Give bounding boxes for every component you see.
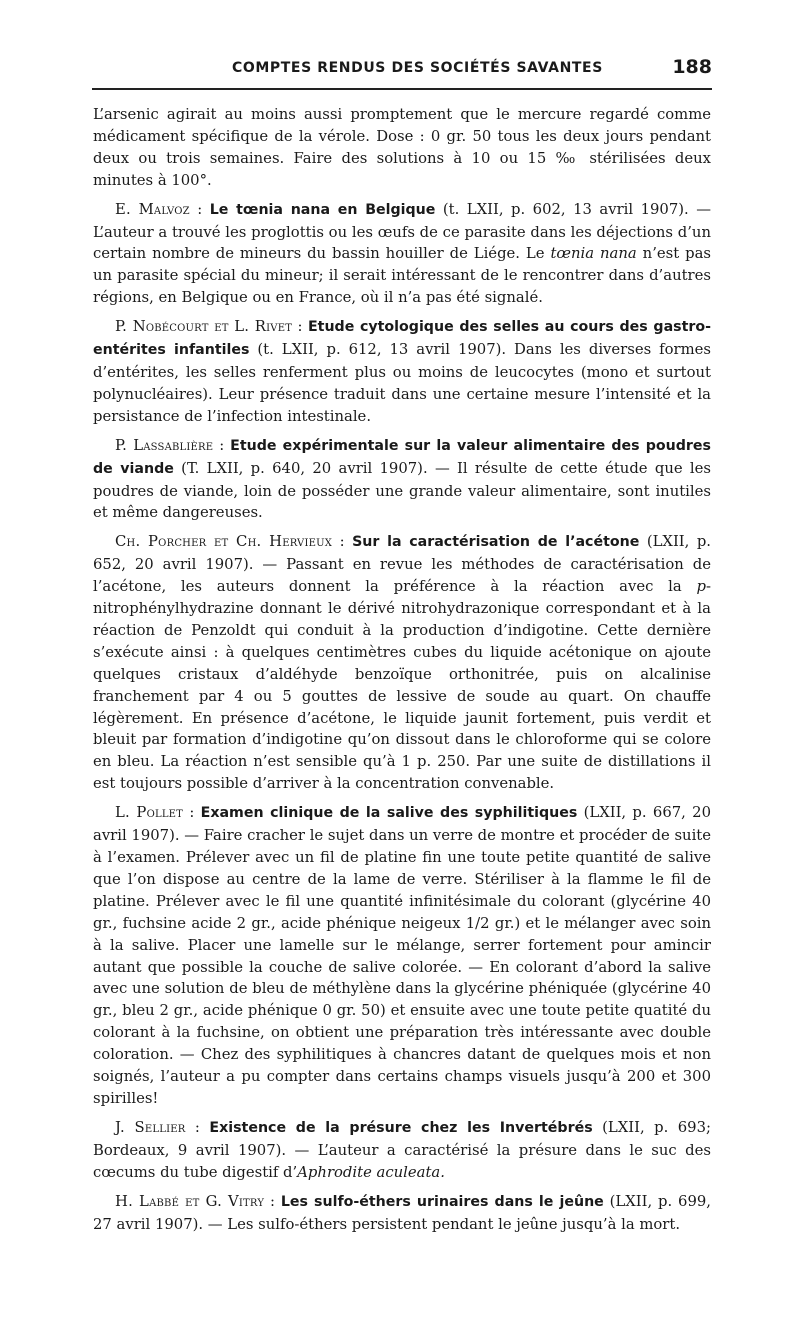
entry-authors: J. Sellier — [115, 1118, 186, 1136]
paragraph-arsenic — [93, 104, 711, 192]
entry-separator: : — [332, 533, 353, 551]
entry-authors: E. Malvoz — [115, 200, 190, 218]
entry-text: (LXII, p. 652, 20 avril 1907). — Passant en revue les méthodes de caractérisation de l’acétone, les auteurs donnent la préférence à la réaction avec la — [93, 533, 711, 596]
entry-italic: tœnia nana — [550, 245, 637, 263]
entry-italic: p — [696, 578, 706, 596]
entry-title: Le tœnia nana en Belgique — [209, 201, 436, 218]
entry-separator: : — [213, 436, 231, 454]
header-rule — [92, 88, 712, 90]
entry-authors: H. Labbé et G. Vitry — [115, 1192, 265, 1210]
entry-text: (LXII, p. 693; Bordeaux, 9 avril 1907). — L’auteur a caractérisé la présure dans le suc des cœcums du tube digestif d’ — [93, 1118, 711, 1181]
running-header — [92, 58, 712, 82]
entry-title: Existence de la présure chez les Invertébrés — [209, 1119, 593, 1136]
entry-authors: P. Lassablière — [115, 436, 214, 454]
entry-labbe-vitry — [93, 1191, 711, 1236]
entry-lassabliere — [93, 435, 711, 525]
entry-text: (T. LXII, p. 640, 20 avril 1907). — Il résulte de cette étude que les poudres de viande, loin de posséder une grande valeur alimentaire, sont inutiles et même dangereuses. — [93, 459, 711, 522]
entry-text: (t. LXII, p. 612, 13 avril 1907). Dans les diverses formes d’entérites, les selles renferment plus ou moins de leucocytes (mono et surtout polynucléaires). Leur présence traduit dans une certaine mesure l’intensité et la persistance de l’infection intestinale. — [93, 341, 711, 425]
entry-text-continued: n’est pas un parasite spécial du mineur; il serait intéressant de le rencontrer dans d’autres régions, en Belgique ou en France, où il n’a pas été signalé. — [93, 245, 711, 307]
entry-separator: : — [189, 200, 210, 218]
entry-authors: Ch. Porcher et Ch. Hervieux — [115, 533, 333, 551]
article-body — [93, 104, 711, 1242]
running-title: COMPTES RENDUS DES SOCIÉTÉS SAVANTES — [232, 60, 603, 76]
entry-authors: L. Pollet — [115, 804, 184, 822]
entry-authors: P. Nobécourt et L. Rivet — [115, 318, 293, 336]
entry-text-continued: -nitrophénylhydrazine donnant le dérivé nitrohydrazonique correspondant et à la réaction de Penzoldt qui conduit à la production d’indigotine. Cette dernière s’exécute ainsi : à quelques centimètres cubes du liquide acétonique on ajoute quelques cristaux d’aldéhyde benzoïque orthonitrée, puis on alcalinise franchement par 4 ou 5 gouttes de lessive de soude au quart. On chauffe légèrement. En présence d’acétone, le liquide jaunit fortement, puis verdit et bleuit par formation d’indigotine qu’on dissout dans le chloroforme qui se colore en bleu. La réaction n’est sensible qu’à 1 p. 250. Par une suite de distillations il est toujours possible d’arriver à la concentration convenable. — [93, 578, 711, 793]
entry-title: Etude expérimentale sur la valeur alimentaire des poudres de viande — [93, 437, 711, 477]
entry-text: (LXII, p. 699, 27 avril 1907). — Les sulfo-éthers persistent pendant le jeûne jusqu’à la mort. — [93, 1192, 711, 1233]
page-number: 188 — [672, 56, 712, 78]
paragraph-text: L’arsenic agirait au moins aussi promptement que le mercure regardé comme médicament spécifique de la vérole. Dose : 0 gr. 50 tous les deux jours pendant deux ou trois semaines. Faire des solutions à 10 ou 15 ‰ stérilisées deux minutes à 100°. — [93, 106, 711, 189]
entry-sellier — [93, 1117, 711, 1184]
entry-title: Examen clinique de la salive des syphilitiques — [200, 805, 578, 822]
entry-separator: : — [292, 318, 308, 336]
entry-pollet — [93, 802, 711, 1110]
entry-separator: : — [183, 804, 201, 822]
entry-nobecourt-rivet — [93, 316, 711, 428]
entry-separator: : — [185, 1118, 210, 1136]
entry-italic: Aphrodite aculeata. — [297, 1163, 445, 1181]
entry-title: Sur la caractérisation de l’acétone — [352, 534, 640, 551]
entry-malvoz — [93, 199, 711, 310]
entry-title: Les sulfo-éthers urinaires dans le jeûne — [280, 1193, 604, 1210]
entry-text: (t. LXII, p. 602, 13 avril 1907). — L’auteur a trouvé les proglottis ou les œufs de ce parasite dans les déjections d’un certain nombre de mineurs du bassin houiller de Liége. Le — [93, 200, 712, 263]
entry-title: Etude cytologique des selles au cours des gastro-entérites infantiles — [93, 319, 711, 359]
entry-separator: : — [264, 1192, 281, 1210]
entry-text: (LXII, p. 667, 20 avril 1907). — Faire cracher le sujet dans un verre de montre et procéder de suite à l’examen. Prélever avec un fil de platine fin une toute petite quantité de salive que l’on dispose au centre de la lame de verre. Stériliser à la flamme le fil de platine. Prélever avec le fil une quantité infinitésimale du colorant (glycérine 40 gr., fuchsine acide 2 gr., acide phénique neigeux 1/2 gr.) et le mélanger avec soin à la salive. Placer une lamelle sur le mélange, serrer fortement pour amincir autant que possible la couche de salive colorée. — En colorant d’abord la salive avec une solution de bleu de méthylène dans la glycérine phéniquée (glycérine 40 gr., bleu 2 gr., acide phénique 0 gr. 50) et ensuite avec une toute petite quatité du colorant à la fuchsine, on obtient une préparation très intéressante avec double coloration. — Chez des syphilitiques à chancres datant de quelques mois et non soignés, l’auteur a pu compter dans certains champs visuels jusqu’à 200 et 300 spirilles! — [93, 804, 711, 1107]
entry-porcher-hervieux — [93, 531, 711, 795]
